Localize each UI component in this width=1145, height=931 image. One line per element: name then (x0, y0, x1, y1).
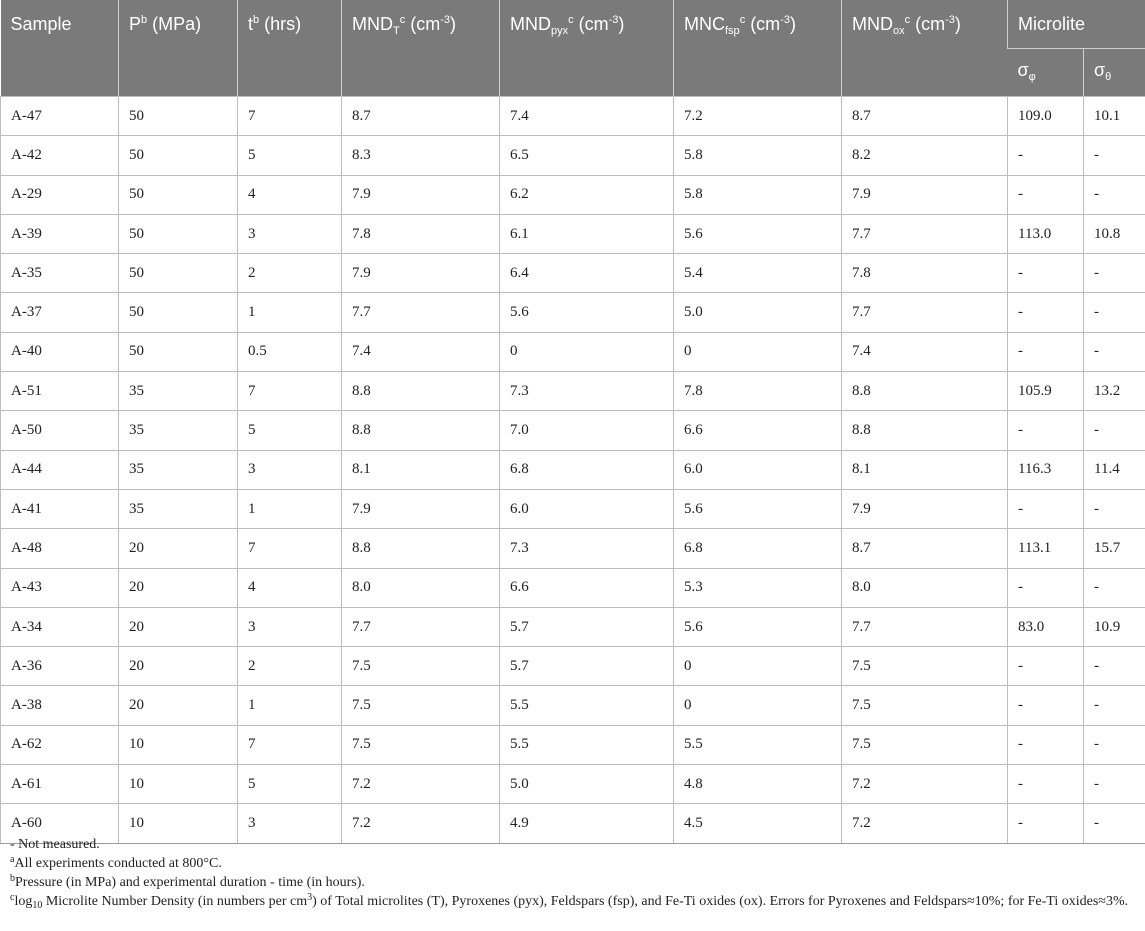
cell-mnd-total: 8.7 (342, 97, 500, 136)
header-time: $t^b$ (hrs) (238, 0, 342, 97)
cell-mnd-total: 7.9 (342, 489, 500, 528)
cell-mnd-total: 8.1 (342, 450, 500, 489)
cell-mnd-oxide: 8.7 (842, 529, 1008, 568)
cell-mnd-pyroxene: 6.0 (500, 489, 674, 528)
cell-mnd-oxide: 8.8 (842, 372, 1008, 411)
table-row (1, 97, 1145, 136)
cell-time: 7 (238, 372, 342, 411)
cell-time: 7 (238, 97, 342, 136)
cell-sigma-theta: - (1084, 175, 1145, 214)
cell-sample: A-48 (1, 529, 119, 568)
cell-mnd-oxide: 7.9 (842, 175, 1008, 214)
cell-sample: A-50 (1, 411, 119, 450)
cell-mnd-pyroxene: 7.0 (500, 411, 674, 450)
table-footnotes (10, 835, 1130, 911)
cell-mnd-total: 8.8 (342, 411, 500, 450)
cell-time: 5 (238, 765, 342, 804)
cell-mnc-feldspar: 5.8 (674, 175, 842, 214)
cell-mnc-feldspar: 7.8 (674, 372, 842, 411)
cell-time: 3 (238, 450, 342, 489)
cell-mnd-total: 8.3 (342, 136, 500, 175)
cell-sigma-theta: - (1084, 136, 1145, 175)
cell-pressure: 35 (119, 411, 238, 450)
cell-sigma-theta: 15.7 (1084, 529, 1145, 568)
cell-mnd-oxide: 7.8 (842, 254, 1008, 293)
cell-sigma-phi: - (1008, 136, 1084, 175)
cell-mnd-oxide: 7.7 (842, 293, 1008, 332)
cell-time: 3 (238, 607, 342, 646)
cell-mnc-feldspar: 0 (674, 686, 842, 725)
header-mnd-pyroxene: $MND_{pyx}^c$ $(cm^{-3})$ (500, 0, 674, 97)
table-row (1, 686, 1145, 725)
footnote-a: $^a$All experiments conducted at 800°C. (10, 854, 222, 871)
cell-mnd-oxide: 7.5 (842, 647, 1008, 686)
cell-mnd-total: 7.4 (342, 332, 500, 371)
cell-mnd-pyroxene: 5.6 (500, 293, 674, 332)
cell-pressure: 50 (119, 254, 238, 293)
cell-mnd-oxide: 7.2 (842, 765, 1008, 804)
cell-sample: A-41 (1, 489, 119, 528)
cell-sigma-phi: - (1008, 804, 1084, 843)
cell-sigma-phi: 83.0 (1008, 607, 1084, 646)
cell-mnd-pyroxene: 7.3 (500, 372, 674, 411)
cell-sigma-phi: - (1008, 332, 1084, 371)
cell-time: 7 (238, 529, 342, 568)
cell-sigma-phi: 109.0 (1008, 97, 1084, 136)
cell-sigma-theta: - (1084, 686, 1145, 725)
cell-mnd-total: 7.2 (342, 765, 500, 804)
cell-mnc-feldspar: 6.6 (674, 411, 842, 450)
cell-sigma-phi: 113.0 (1008, 214, 1084, 253)
cell-mnd-oxide: 8.8 (842, 411, 1008, 450)
table-row (1, 175, 1145, 214)
cell-sigma-phi: - (1008, 765, 1084, 804)
cell-time: 5 (238, 411, 342, 450)
cell-mnd-oxide: 8.7 (842, 97, 1008, 136)
cell-time: 2 (238, 647, 342, 686)
cell-mnc-feldspar: 0 (674, 332, 842, 371)
cell-sigma-theta: - (1084, 568, 1145, 607)
cell-pressure: 10 (119, 804, 238, 843)
cell-mnd-pyroxene: 7.3 (500, 529, 674, 568)
cell-sample: A-40 (1, 332, 119, 371)
cell-mnd-pyroxene: 6.6 (500, 568, 674, 607)
table-row (1, 450, 1145, 489)
cell-mnd-oxide: 7.5 (842, 725, 1008, 764)
cell-pressure: 20 (119, 607, 238, 646)
cell-sigma-theta: - (1084, 293, 1145, 332)
cell-sigma-theta: - (1084, 489, 1145, 528)
table-row (1, 411, 1145, 450)
cell-mnc-feldspar: 5.5 (674, 725, 842, 764)
header-sigma-theta: $\sigma_\theta$ (1084, 49, 1145, 97)
cell-pressure: 20 (119, 686, 238, 725)
cell-time: 3 (238, 214, 342, 253)
cell-mnd-pyroxene: 7.4 (500, 97, 674, 136)
cell-sample: A-51 (1, 372, 119, 411)
cell-sample: A-47 (1, 97, 119, 136)
cell-mnc-feldspar: 6.8 (674, 529, 842, 568)
cell-time: 1 (238, 293, 342, 332)
cell-sigma-theta: 10.1 (1084, 97, 1145, 136)
cell-mnd-pyroxene: 5.5 (500, 725, 674, 764)
cell-pressure: 20 (119, 568, 238, 607)
cell-sample: A-43 (1, 568, 119, 607)
cell-mnc-feldspar: 5.0 (674, 293, 842, 332)
table-row (1, 607, 1145, 646)
cell-sigma-theta: - (1084, 765, 1145, 804)
cell-mnd-total: 7.9 (342, 254, 500, 293)
cell-time: 1 (238, 489, 342, 528)
cell-sample: A-42 (1, 136, 119, 175)
cell-sigma-phi: - (1008, 725, 1084, 764)
cell-time: 7 (238, 725, 342, 764)
cell-sigma-theta: 10.8 (1084, 214, 1145, 253)
cell-mnd-pyroxene: 5.7 (500, 607, 674, 646)
cell-sigma-phi: 116.3 (1008, 450, 1084, 489)
cell-mnc-feldspar: 0 (674, 647, 842, 686)
cell-mnd-pyroxene: 6.1 (500, 214, 674, 253)
table-row (1, 254, 1145, 293)
table-row (1, 214, 1145, 253)
cell-pressure: 50 (119, 293, 238, 332)
footnote-not-measured: - Not measured. (10, 837, 100, 852)
cell-time: 2 (238, 254, 342, 293)
cell-sample: A-35 (1, 254, 119, 293)
cell-mnc-feldspar: 7.2 (674, 97, 842, 136)
cell-mnc-feldspar: 5.4 (674, 254, 842, 293)
cell-mnd-oxide: 8.2 (842, 136, 1008, 175)
cell-time: 4 (238, 568, 342, 607)
header-sample: Sample (1, 0, 119, 97)
cell-time: 4 (238, 175, 342, 214)
cell-mnd-oxide: 7.7 (842, 214, 1008, 253)
cell-pressure: 10 (119, 725, 238, 764)
cell-sample: A-60 (1, 804, 119, 843)
table-row (1, 332, 1145, 371)
cell-pressure: 35 (119, 450, 238, 489)
cell-pressure: 50 (119, 97, 238, 136)
cell-mnc-feldspar: 5.3 (674, 568, 842, 607)
cell-sigma-theta: - (1084, 647, 1145, 686)
cell-pressure: 50 (119, 214, 238, 253)
cell-mnd-total: 7.5 (342, 647, 500, 686)
cell-sigma-phi: 105.9 (1008, 372, 1084, 411)
header-row (1, 0, 1145, 49)
cell-mnd-pyroxene: 6.8 (500, 450, 674, 489)
cell-sigma-theta: - (1084, 332, 1145, 371)
cell-sigma-phi: - (1008, 647, 1084, 686)
cell-mnd-total: 8.8 (342, 529, 500, 568)
cell-mnc-feldspar: 5.8 (674, 136, 842, 175)
cell-mnd-pyroxene: 4.9 (500, 804, 674, 843)
cell-sample: A-29 (1, 175, 119, 214)
cell-sigma-phi: - (1008, 568, 1084, 607)
cell-mnc-feldspar: 4.8 (674, 765, 842, 804)
cell-mnd-pyroxene: 5.7 (500, 647, 674, 686)
cell-mnc-feldspar: 5.6 (674, 489, 842, 528)
cell-sample: A-38 (1, 686, 119, 725)
table-row (1, 136, 1145, 175)
cell-sigma-theta: 10.9 (1084, 607, 1145, 646)
header-mnc-feldspar: $MNC_{fsp}^c$ $(cm^{-3})$ (674, 0, 842, 97)
footnote-b: $^b$Pressure (in MPa) and experimental duration - time (in hours). (10, 873, 365, 890)
cell-mnd-pyroxene: 6.5 (500, 136, 674, 175)
cell-mnd-oxide: 7.4 (842, 332, 1008, 371)
cell-sigma-phi: - (1008, 175, 1084, 214)
cell-sigma-phi: - (1008, 254, 1084, 293)
cell-mnd-pyroxene: 6.2 (500, 175, 674, 214)
cell-mnc-feldspar: 6.0 (674, 450, 842, 489)
cell-mnd-oxide: 7.2 (842, 804, 1008, 843)
cell-mnd-total: 7.5 (342, 725, 500, 764)
cell-mnd-total: 7.7 (342, 293, 500, 332)
cell-mnd-total: 7.5 (342, 686, 500, 725)
cell-mnd-oxide: 8.1 (842, 450, 1008, 489)
cell-sample: A-62 (1, 725, 119, 764)
footnote-c: $^c\log_{10}$ Microlite Number Density (in numbers per $cm^3$) of Total microlites (T), Pyroxenes (pyx), Feldspars (fsp), and Fe-Ti oxides (ox). Errors for Pyroxenes and Feldspars≈10%; for Fe-Ti oxides≈3%. (10, 892, 1129, 911)
cell-time: 3 (238, 804, 342, 843)
cell-sigma-theta: - (1084, 254, 1145, 293)
header-pressure: $P^b$ (MPa) (119, 0, 238, 97)
cell-pressure: 20 (119, 647, 238, 686)
cell-mnd-total: 8.0 (342, 568, 500, 607)
header-sigma-phi: $\sigma_\varphi$ (1008, 49, 1084, 97)
cell-pressure: 10 (119, 765, 238, 804)
header-mnd-oxide: $MND_{ox}^c$ $(cm^{-3})$ (842, 0, 1008, 97)
cell-sigma-phi: 113.1 (1008, 529, 1084, 568)
table-row (1, 372, 1145, 411)
cell-mnd-pyroxene: 5.5 (500, 686, 674, 725)
table-row (1, 293, 1145, 332)
cell-mnd-oxide: 7.9 (842, 489, 1008, 528)
cell-pressure: 35 (119, 372, 238, 411)
cell-pressure: 20 (119, 529, 238, 568)
cell-sigma-theta: - (1084, 411, 1145, 450)
table-row (1, 647, 1145, 686)
header-mnd-total: $MND_T^c$ $(cm^{-3})$ (342, 0, 500, 97)
cell-sample: A-34 (1, 607, 119, 646)
cell-mnd-pyroxene: 0 (500, 332, 674, 371)
cell-pressure: 35 (119, 489, 238, 528)
cell-sample: A-39 (1, 214, 119, 253)
cell-sigma-theta: - (1084, 725, 1145, 764)
cell-sample: A-44 (1, 450, 119, 489)
cell-mnd-oxide: 7.7 (842, 607, 1008, 646)
cell-pressure: 50 (119, 136, 238, 175)
cell-mnd-total: 7.8 (342, 214, 500, 253)
cell-pressure: 50 (119, 332, 238, 371)
cell-sigma-theta: 13.2 (1084, 372, 1145, 411)
cell-mnd-oxide: 7.5 (842, 686, 1008, 725)
cell-sigma-phi: - (1008, 489, 1084, 528)
cell-time: 5 (238, 136, 342, 175)
cell-sigma-theta: 11.4 (1084, 450, 1145, 489)
table-row (1, 489, 1145, 528)
cell-mnd-total: 7.7 (342, 607, 500, 646)
cell-pressure: 50 (119, 175, 238, 214)
cell-sigma-theta: - (1084, 804, 1145, 843)
cell-mnd-oxide: 8.0 (842, 568, 1008, 607)
table-row (1, 765, 1145, 804)
cell-mnd-pyroxene: 6.4 (500, 254, 674, 293)
table-body (1, 97, 1145, 844)
cell-sigma-phi: - (1008, 411, 1084, 450)
cell-mnd-pyroxene: 5.0 (500, 765, 674, 804)
cell-time: 1 (238, 686, 342, 725)
cell-mnc-feldspar: 4.5 (674, 804, 842, 843)
cell-mnc-feldspar: 5.6 (674, 607, 842, 646)
cell-sigma-phi: - (1008, 293, 1084, 332)
table-row (1, 529, 1145, 568)
cell-mnd-total: 7.2 (342, 804, 500, 843)
cell-sample: A-37 (1, 293, 119, 332)
cell-sigma-phi: - (1008, 686, 1084, 725)
table-row (1, 568, 1145, 607)
cell-time: 0.5 (238, 332, 342, 371)
cell-mnd-total: 8.8 (342, 372, 500, 411)
cell-mnc-feldspar: 5.6 (674, 214, 842, 253)
cell-sample: A-61 (1, 765, 119, 804)
header-microlite: Microlite (1008, 0, 1145, 49)
table-row (1, 725, 1145, 764)
cell-mnd-total: 7.9 (342, 175, 500, 214)
cell-sample: A-36 (1, 647, 119, 686)
